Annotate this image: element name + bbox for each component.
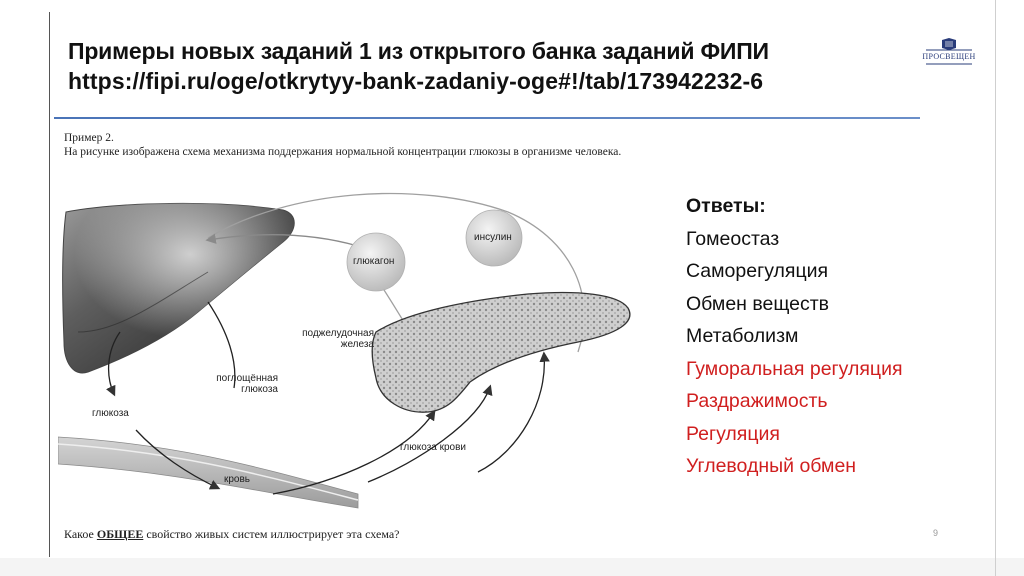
answer-item: Гомеостаз	[686, 227, 780, 250]
answer-item: Обмен веществ	[686, 292, 830, 315]
answers-panel	[686, 190, 903, 483]
question-prefix: Какое	[64, 527, 97, 541]
glucose-regulation-diagram	[58, 182, 660, 512]
example-heading: Пример 2.	[64, 132, 114, 144]
slide-title	[68, 36, 769, 96]
answer-item: Саморегуляция	[686, 260, 829, 282]
label-absorbed-line1: поглощённая	[216, 373, 278, 384]
label-pancreas-line2: железа	[340, 339, 374, 350]
label-pancreas-line1: поджелудочная	[302, 328, 374, 339]
label-blood-glucose: глюкоза крови	[400, 442, 467, 453]
title-divider	[54, 117, 920, 119]
answer-item: Гуморальная регуляция	[686, 357, 903, 380]
label-glucagon: глюкагон	[353, 256, 395, 267]
slide-bottom-band	[0, 558, 1024, 576]
question-keyword: ОБЩЕЕ	[96, 527, 144, 541]
example-text: На рисунке изображена схема механизма поддержания нормальной концентрации глюкозы в организме человека.	[64, 146, 622, 158]
answer-item: Регуляция	[686, 422, 780, 445]
question-suffix: свойство живых систем иллюстрирует эта схема?	[143, 527, 400, 541]
question-text	[64, 527, 399, 542]
label-glucose: глюкоза	[92, 408, 129, 419]
label-absorbed-line2: глюкоза	[241, 384, 278, 395]
label-absorbed-glucose	[180, 373, 278, 395]
example-block	[64, 131, 658, 159]
right-border-line	[995, 0, 996, 576]
title-url: https://fipi.ru/oge/otkrytyy-bank-zadaniy-oge#!/tab/173942232-6	[68, 68, 764, 94]
label-insulin: инсулин	[474, 232, 512, 243]
prosveshchenie-logo	[920, 36, 978, 70]
answer-item: Углеводный обмен	[686, 455, 857, 477]
label-pancreas	[280, 328, 374, 350]
title-line-1: Примеры новых заданий 1 из открытого банка заданий ФИПИ	[68, 38, 769, 64]
slide-number: 9	[933, 528, 939, 538]
answer-item: Метаболизм	[686, 325, 799, 347]
logo-text: ПРОСВЕЩЕН	[922, 52, 976, 61]
answers-title: Ответы:	[686, 195, 766, 217]
left-border-line	[49, 12, 50, 557]
answer-item: Раздражимость	[686, 390, 828, 412]
label-blood: кровь	[224, 474, 251, 485]
